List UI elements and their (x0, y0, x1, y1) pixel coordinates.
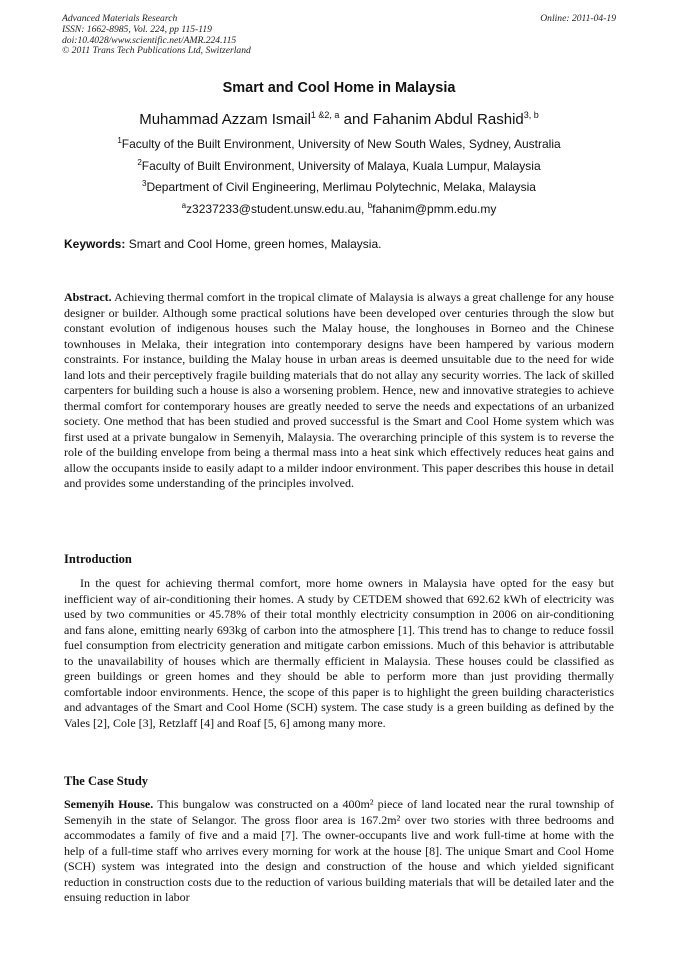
affiliation-2-mark: 2 (137, 158, 142, 167)
doi-line: doi:10.4028/www.scientific.net/AMR.224.115 (62, 34, 237, 46)
author-1-affil-mark: 1 &2, a (310, 110, 340, 120)
case-study-text: This bungalow was constructed on a 400m² piece of land located near the rural township of Semenyih in the state of Selangor. The gross floor area is 167.2m² over two stories with three bedrooms and accommodates a family of five and a maid [7]. The owner-occupants live and work full-time at home with the help of a full-time staff who arrives every morning for work at the house [8]. The unique Smart and Cool Home (SCH) system was integrated into the design and construction of the house and which yielded significant reduction in construction costs due to the reduction of various building materials that will be detailed later and the ensuing reduction in labor (64, 797, 614, 904)
issn-line: ISSN: 1662-8985, Vol. 224, pp 115-119 (62, 23, 212, 35)
paper-title: Smart and Cool Home in Malaysia (222, 80, 456, 96)
abstract-label: Abstract. (64, 290, 112, 304)
affiliation-3 (0, 180, 678, 194)
copyright-line: © 2011 Trans Tech Publications Ltd, Switzerland (62, 45, 251, 57)
email-a[interactable]: z3237233@student.unsw.edu.au, (186, 202, 368, 216)
journal-name: Advanced Materials Research (62, 13, 178, 24)
online-date: Online: 2011-04-19 (540, 13, 616, 24)
email-b-mark: b (367, 201, 373, 210)
journal-header (62, 14, 251, 57)
abstract-text: Achieving thermal comfort in the tropical climate of Malaysia is always a great challenge for any house designer or builder. Although some practical solutions have been developed over centuries through the slow but constant evolution of indigenous houses such the Malay house, the longhouses in Borneo and the Chinese townhouses in Melaka, their integration into contemporary designs have been hampered by various modern constraints. For instance, building the Malay house in urban areas is deemed unsuitable due to the need for wide land lots and their perceptively fragile building materials that do not allay any security worries. The lack of skilled carpenters for building such a house is also a worsening problem. Hence, new and innovative strategies to achieve thermal comfort for contemporary houses are greatly needed to serve the needs and expectations of an urbanized society. One method that has been studied and proved successful is the Smart and Cool Home system which was first used at a private bungalow in Semenyih, Malaysia. The overarching principle of this system is to reverse the role of the building envelope from being a thermal mass into a heat sink which effectively reduces heat gains and allow the occupants inside to easily adapt to a milder indoor environment. This paper describes this house in detail and provides some understanding of the principles involved. (64, 290, 614, 490)
keywords (64, 237, 381, 251)
affiliation-1-text: Faculty of the Built Environment, University of New South Wales, Sydney, Australia (121, 137, 561, 151)
case-study-paragraph (64, 797, 614, 906)
keywords-label: Keywords: (64, 237, 126, 251)
author-line (0, 111, 678, 128)
affiliation-3-mark: 3 (142, 179, 147, 188)
introduction-heading: Introduction (64, 552, 132, 566)
introduction-paragraph: In the quest for achieving thermal comfort, more home owners in Malaysia have opted for the easy but inefficient way of air-conditioning their homes. A study by CETDEM showed that 692.62 kWh of electricity was used by two communities or 45.78% of their total monthly electricity consumption in 2006 on air-conditioning and fans alone, emitting nearly 693kg of carbon into the atmosphere [1]. This trend has to change to reduce fossil fuel consumption from electricity generation and mitigate carbon emissions. Much of this behavior is attributable to the unavailability of houses which are thermally efficient in Malaysia. These houses could be classified as green buildings or green homes and they should be able to perform more than just providing thermally comfortable indoor environments. Hence, the scope of this paper is to highlight the green building characteristics and advantages of the Smart and Cool Home (SCH) system. The case study is a green building as defined by the Vales [2], Cole [3], Retzlaff [4] and Roaf [5, 6] among many more. (64, 576, 614, 730)
affiliation-1-mark: 1 (117, 136, 122, 145)
affiliation-2-text: Faculty of Built Environment, University of Malaya, Kuala Lumpur, Malaysia (141, 159, 541, 173)
case-study-label: Semenyih House. (64, 797, 154, 811)
affiliation-3-text: Department of Civil Engineering, Merlimau Polytechnic, Melaka, Malaysia (146, 180, 536, 194)
author-1-name: Muhammad Azzam Ismail (139, 111, 311, 128)
case-study-heading: The Case Study (64, 774, 149, 788)
author-2-affil-mark: 3, b (523, 110, 539, 120)
affiliation-1 (0, 137, 678, 151)
email-a-mark: a (181, 201, 187, 210)
affiliation-2 (0, 159, 678, 173)
author-connector: and (339, 111, 373, 128)
author-emails (0, 202, 678, 216)
author-2-name: Fahanim Abdul Rashid (372, 111, 524, 128)
email-b[interactable]: fahanim@pmm.edu.my (372, 202, 497, 216)
keywords-text: Smart and Cool Home, green homes, Malaysia. (125, 237, 382, 251)
abstract-paragraph (64, 290, 614, 492)
